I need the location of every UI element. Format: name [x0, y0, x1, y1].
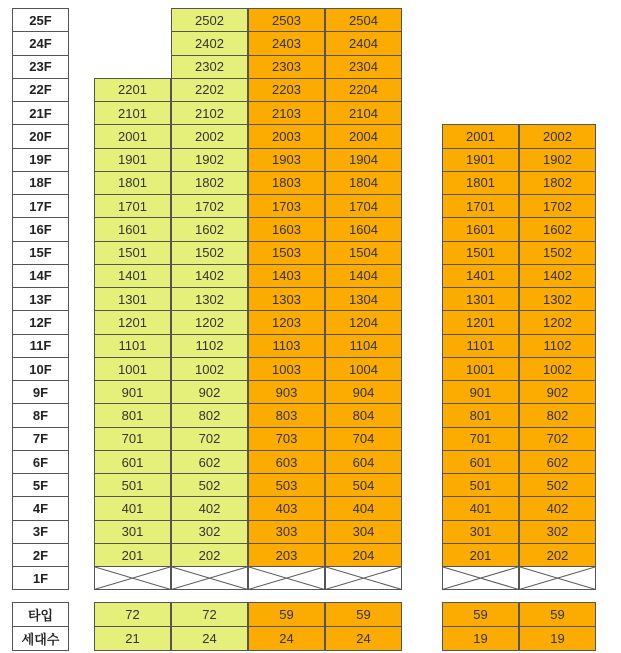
floor-label: 23F	[12, 55, 69, 79]
unit-cell: 1002	[519, 357, 596, 381]
unit-cell: 902	[171, 380, 248, 404]
unit-cell: 2402	[171, 31, 248, 55]
unit-cell: 1602	[519, 217, 596, 241]
unit-cell: 402	[519, 496, 596, 520]
type-value: 59	[248, 602, 325, 627]
unit-cell: 1102	[519, 334, 596, 358]
households-row-label: 세대수	[12, 626, 69, 651]
unit-cell: 1202	[171, 310, 248, 334]
unit-cell: 1102	[171, 334, 248, 358]
unit-cell: 703	[248, 427, 325, 451]
unit-cell: 904	[325, 380, 402, 404]
unit-cell: 304	[325, 520, 402, 544]
unit-cell: 1602	[171, 217, 248, 241]
unit-cell: 603	[248, 450, 325, 474]
unit-cell: 203	[248, 543, 325, 567]
unit-cell: 202	[171, 543, 248, 567]
unit-cell: 1002	[171, 357, 248, 381]
unit-cell: 804	[325, 403, 402, 427]
unit-cell: 303	[248, 520, 325, 544]
unit-cell: 1601	[94, 217, 171, 241]
floor-label: 18F	[12, 171, 69, 195]
unit-cell: 1003	[248, 357, 325, 381]
unit-cell: 1801	[442, 171, 519, 195]
floor-label: 20F	[12, 124, 69, 148]
unit-cell: 302	[519, 520, 596, 544]
unit-cell: 1404	[325, 264, 402, 288]
crossed-box-icon	[519, 566, 596, 590]
unit-cell: 1301	[94, 287, 171, 311]
unit-cell: 2002	[171, 124, 248, 148]
unit-cell: 1401	[94, 264, 171, 288]
unit-cell: 701	[442, 427, 519, 451]
unit-cell: 601	[94, 450, 171, 474]
unit-cell: 2201	[94, 78, 171, 102]
unit-cell: 2304	[325, 55, 402, 79]
households-value: 24	[325, 626, 402, 651]
unit-cell: 501	[94, 473, 171, 497]
unit-cell: 2104	[325, 101, 402, 125]
unit-cell: 1601	[442, 217, 519, 241]
unit-cell: 1704	[325, 194, 402, 218]
type-row-label: 타입	[12, 602, 69, 627]
unit-cell: 1101	[94, 334, 171, 358]
floor-label: 4F	[12, 496, 69, 520]
households-value: 19	[442, 626, 519, 651]
unit-cell: 1302	[171, 287, 248, 311]
floor-label: 7F	[12, 427, 69, 451]
unit-cell: 2303	[248, 55, 325, 79]
unit-cell: 2302	[171, 55, 248, 79]
unit-cell: 601	[442, 450, 519, 474]
unit-cell: 1402	[171, 264, 248, 288]
unit-cell: 2404	[325, 31, 402, 55]
unit-cell: 1902	[519, 148, 596, 172]
floor-label: 19F	[12, 148, 69, 172]
unit-cell: 901	[94, 380, 171, 404]
unit-cell: 403	[248, 496, 325, 520]
unit-cell: 1304	[325, 287, 402, 311]
unit-cell: 1001	[94, 357, 171, 381]
unit-cell: 2001	[442, 124, 519, 148]
unit-cell: 1101	[442, 334, 519, 358]
unit-cell: 1603	[248, 217, 325, 241]
unit-cell: 402	[171, 496, 248, 520]
floor-label: 22F	[12, 78, 69, 102]
households-value: 24	[171, 626, 248, 651]
unit-cell: 1503	[248, 241, 325, 265]
unit-cell: 801	[442, 403, 519, 427]
unit-cell: 302	[171, 520, 248, 544]
unit-cell: 1201	[94, 310, 171, 334]
unit-cell: 1204	[325, 310, 402, 334]
unit-cell: 1103	[248, 334, 325, 358]
unit-cell: 2001	[94, 124, 171, 148]
unit-cell: 1104	[325, 334, 402, 358]
unit-cell: 1802	[519, 171, 596, 195]
unit-cell: 701	[94, 427, 171, 451]
unit-cell: 1901	[442, 148, 519, 172]
unit-cell: 2202	[171, 78, 248, 102]
unit-cell: 1004	[325, 357, 402, 381]
unit-cell: 301	[442, 520, 519, 544]
unit-cell: 2204	[325, 78, 402, 102]
type-value: 72	[171, 602, 248, 627]
unit-cell: 602	[171, 450, 248, 474]
unit-cell: 1301	[442, 287, 519, 311]
unit-cell: 1401	[442, 264, 519, 288]
unit-cell: 504	[325, 473, 402, 497]
unit-cell: 1903	[248, 148, 325, 172]
unit-cell: 1902	[171, 148, 248, 172]
unit-cell: 301	[94, 520, 171, 544]
floor-label: 24F	[12, 31, 69, 55]
floor-label: 10F	[12, 357, 69, 381]
unit-cell: 501	[442, 473, 519, 497]
type-value: 59	[519, 602, 596, 627]
unit-cell: 602	[519, 450, 596, 474]
unit-cell: 803	[248, 403, 325, 427]
households-value: 21	[94, 626, 171, 651]
crossed-box-icon	[248, 566, 325, 590]
unit-cell: 2004	[325, 124, 402, 148]
floor-label: 11F	[12, 334, 69, 358]
unit-cell: 401	[442, 496, 519, 520]
unit-cell: 201	[442, 543, 519, 567]
unit-cell: 2403	[248, 31, 325, 55]
unit-cell: 404	[325, 496, 402, 520]
floor-label: 9F	[12, 380, 69, 404]
unit-cell: 1201	[442, 310, 519, 334]
unit-cell: 2002	[519, 124, 596, 148]
floor-label: 2F	[12, 543, 69, 567]
unit-cell: 1701	[94, 194, 171, 218]
unit-cell: 1804	[325, 171, 402, 195]
unit-cell: 901	[442, 380, 519, 404]
unit-cell: 1403	[248, 264, 325, 288]
unit-cell: 903	[248, 380, 325, 404]
unit-cell: 1202	[519, 310, 596, 334]
unit-cell: 1904	[325, 148, 402, 172]
type-value: 59	[325, 602, 402, 627]
floor-label: 14F	[12, 264, 69, 288]
unit-cell: 1302	[519, 287, 596, 311]
floor-label: 16F	[12, 217, 69, 241]
unit-cell: 1703	[248, 194, 325, 218]
unit-cell: 902	[519, 380, 596, 404]
floor-label: 6F	[12, 450, 69, 474]
floor-label: 17F	[12, 194, 69, 218]
type-value: 72	[94, 602, 171, 627]
unit-cell: 2102	[171, 101, 248, 125]
unit-cell: 2203	[248, 78, 325, 102]
unit-cell: 604	[325, 450, 402, 474]
unit-cell: 1701	[442, 194, 519, 218]
unit-cell: 201	[94, 543, 171, 567]
crossed-box-icon	[94, 566, 171, 590]
unit-cell: 1203	[248, 310, 325, 334]
unit-cell: 1801	[94, 171, 171, 195]
unit-cell: 2502	[171, 8, 248, 32]
unit-cell: 1504	[325, 241, 402, 265]
unit-cell: 2103	[248, 101, 325, 125]
unit-cell: 1402	[519, 264, 596, 288]
crossed-box-icon	[442, 566, 519, 590]
unit-cell: 202	[519, 543, 596, 567]
unit-cell: 1702	[171, 194, 248, 218]
unit-cell: 704	[325, 427, 402, 451]
unit-cell: 204	[325, 543, 402, 567]
unit-cell: 702	[171, 427, 248, 451]
floor-label: 8F	[12, 403, 69, 427]
floor-label: 3F	[12, 520, 69, 544]
unit-cell: 2101	[94, 101, 171, 125]
floor-label: 5F	[12, 473, 69, 497]
households-value: 19	[519, 626, 596, 651]
households-value: 24	[248, 626, 325, 651]
unit-cell: 502	[519, 473, 596, 497]
unit-cell: 2503	[248, 8, 325, 32]
floor-label: 25F	[12, 8, 69, 32]
unit-cell: 802	[519, 403, 596, 427]
unit-cell: 1502	[171, 241, 248, 265]
floor-label: 12F	[12, 310, 69, 334]
floor-label: 13F	[12, 287, 69, 311]
floor-label: 21F	[12, 101, 69, 125]
floor-label: 15F	[12, 241, 69, 265]
unit-cell: 702	[519, 427, 596, 451]
unit-cell: 401	[94, 496, 171, 520]
unit-cell: 503	[248, 473, 325, 497]
unit-cell: 801	[94, 403, 171, 427]
unit-cell: 1802	[171, 171, 248, 195]
crossed-box-icon	[325, 566, 402, 590]
unit-cell: 1702	[519, 194, 596, 218]
type-value: 59	[442, 602, 519, 627]
floor-label: 1F	[12, 566, 69, 590]
unit-cell: 2504	[325, 8, 402, 32]
unit-cell: 1502	[519, 241, 596, 265]
unit-cell: 1501	[94, 241, 171, 265]
unit-cell: 802	[171, 403, 248, 427]
unit-cell: 1604	[325, 217, 402, 241]
unit-cell: 1303	[248, 287, 325, 311]
unit-cell: 1501	[442, 241, 519, 265]
unit-cell: 502	[171, 473, 248, 497]
unit-cell: 1901	[94, 148, 171, 172]
crossed-box-icon	[171, 566, 248, 590]
unit-cell: 1001	[442, 357, 519, 381]
unit-cell: 2003	[248, 124, 325, 148]
unit-cell: 1803	[248, 171, 325, 195]
